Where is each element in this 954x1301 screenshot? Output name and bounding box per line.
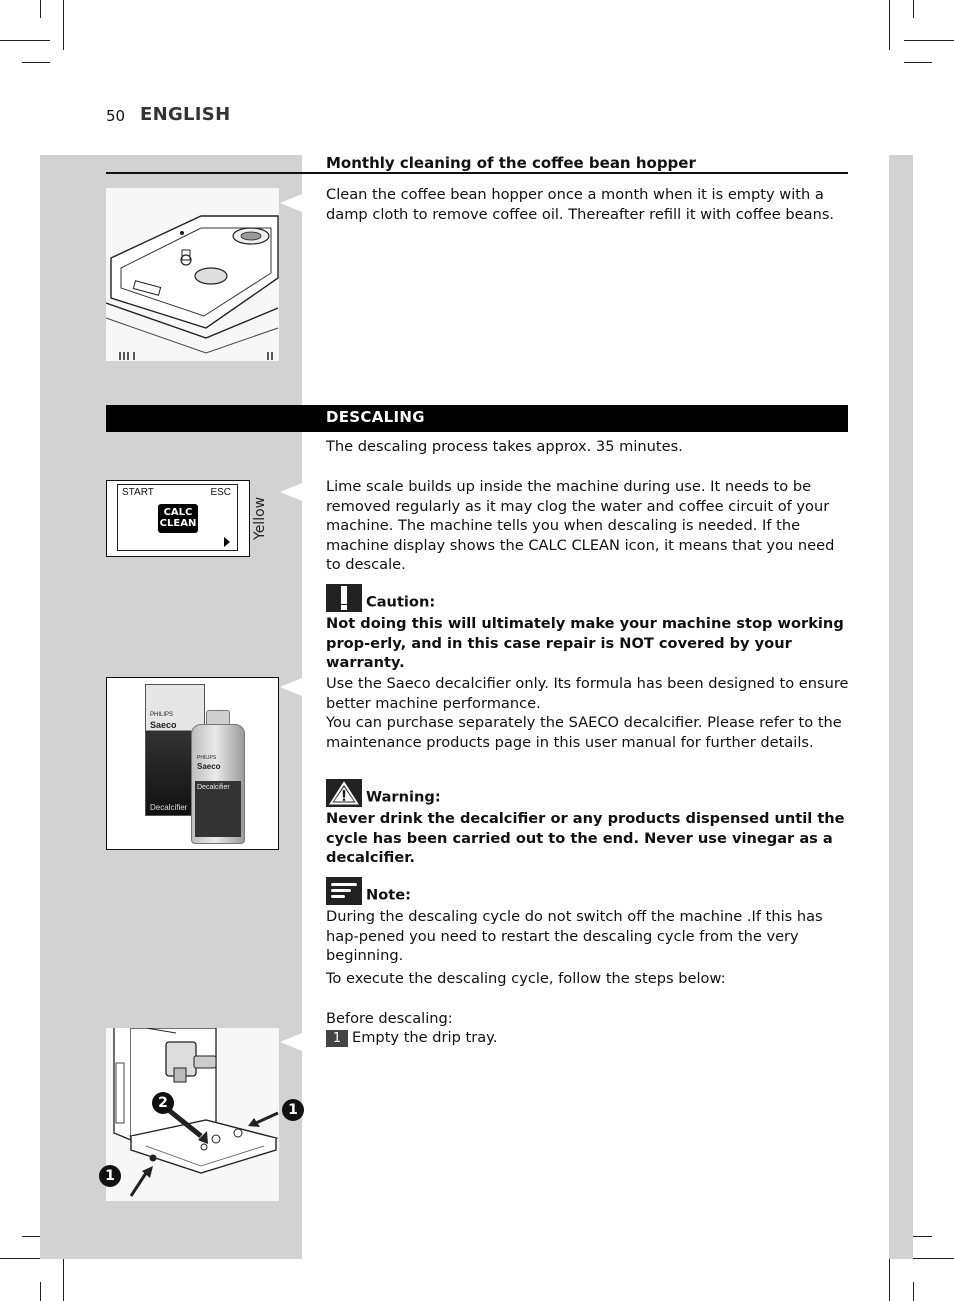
step-text: Empty the drip tray.: [352, 1029, 498, 1046]
bottle-label: [195, 781, 241, 837]
crop-mark: [40, 1282, 41, 1301]
display-start: START: [122, 487, 154, 498]
display-esc: ESC: [210, 487, 231, 498]
note-header: [326, 877, 850, 905]
page-number: 50: [106, 107, 126, 125]
decalcifier-text-2: You can purchase separately the SAECO decalcifier. Please refer to the maintenance products page in this user manual for further details.: [326, 714, 842, 751]
bottle-product-label: Decalcifier: [197, 784, 230, 791]
crop-mark: [0, 40, 50, 41]
caution-icon: [326, 584, 362, 612]
clean-label: CLEAN: [159, 518, 197, 529]
bottle-name: Saeco: [197, 762, 221, 771]
steps-intro: To execute the descaling cycle, follow the steps below:: [326, 970, 726, 987]
step-number: 1: [326, 1030, 348, 1047]
note-label: Note:: [366, 886, 411, 904]
crop-mark: [904, 62, 932, 63]
warning-label: Warning:: [366, 788, 441, 806]
display-pointer: [280, 483, 302, 501]
drip-tray-illustration: [106, 1028, 279, 1201]
caution-block: [326, 584, 850, 673]
descaling-duration: The descaling process takes approx. 35 minutes.: [326, 438, 683, 455]
decalcifier-text-1: Use the Saeco decalcifier only. Its formula has been designed to ensure better machine performance.: [326, 675, 849, 712]
calc-label: CALC: [163, 507, 193, 518]
warning-header: [326, 779, 850, 807]
descaling-title: DESCALING: [326, 408, 425, 426]
page-language: ENGLISH: [140, 104, 231, 125]
bottle-brand: PHILIPS: [197, 755, 217, 761]
note-text: During the descaling cycle do not switch off the machine .If this has hap-pened you need to restart the descaling cycle from the very beginning.: [326, 908, 823, 965]
limescale-text: Lime scale builds up inside the machine during use. It needs to be removed regularly as it may clog the water and coffee circuit of your machine. The machine tells you when descaling is needed. If the machine display shows the CALC CLEAN icon, it means that you need to descale.: [326, 478, 835, 574]
crop-mark: [913, 1282, 914, 1301]
caution-label: Caution:: [366, 593, 436, 611]
caution-exclamation-bar: [341, 586, 347, 604]
callout-1-left: 1: [99, 1165, 121, 1187]
crop-mark: [913, 0, 914, 18]
callout-2: 2: [152, 1092, 174, 1114]
caution-header: [326, 584, 850, 612]
product-bottle: [191, 710, 245, 844]
product-pointer: [280, 678, 302, 696]
product-box-name: Saeco: [150, 720, 177, 730]
callout-1-right: 1: [282, 1099, 304, 1121]
calc-clean-icon: [158, 504, 198, 533]
step-1: [326, 1028, 850, 1048]
caution-exclamation-dot: [341, 605, 347, 610]
warning-block: [326, 779, 850, 868]
title-rule: [106, 172, 848, 174]
display-color-label: Yellow: [252, 496, 268, 540]
crop-mark: [22, 62, 50, 63]
right-margin-strip: [889, 155, 913, 1259]
caution-text: Not doing this will ultimately make your machine stop working prop-erly, and in this case repair is NOT covered by your warranty.: [326, 615, 844, 672]
decalcifier-product-image: [106, 677, 279, 850]
crop-mark: [40, 0, 41, 18]
warning-triangle-icon: [326, 779, 362, 807]
descaling-bar: [106, 405, 848, 432]
product-box-label: Decalcifier: [150, 803, 188, 812]
crop-mark: [904, 40, 954, 41]
warning-text: Never drink the decalcifier or any products dispensed until the cycle has been carried out to the end. Never use vinegar as a decalcifier.: [326, 810, 845, 867]
drip-tray-drawing: [106, 1028, 279, 1201]
product-box-brand: PHILIPS: [150, 712, 174, 718]
note-block: [326, 877, 850, 966]
note-lines-icon: [326, 877, 362, 905]
hopper-pointer: [280, 194, 302, 212]
calc-clean-display: [106, 480, 250, 557]
hopper-drawing: [106, 188, 279, 361]
hopper-title: Monthly cleaning of the coffee bean hopper: [326, 154, 696, 172]
note-icon: [326, 877, 362, 905]
warning-icon: [326, 779, 362, 807]
drip-tray-pointer: [280, 1033, 302, 1051]
hopper-text: Clean the coffee bean hopper once a month when it is empty with a damp cloth to remove coffee oil. Thereafter refill it with coffee beans.: [326, 186, 835, 223]
before-descaling-label: Before descaling:: [326, 1010, 453, 1027]
play-arrow-icon: [224, 537, 230, 547]
display-inner: [117, 484, 238, 551]
hopper-illustration: [106, 188, 279, 361]
bottle-body: [191, 724, 245, 844]
crop-mark: [889, 0, 890, 50]
crop-mark: [63, 0, 64, 50]
